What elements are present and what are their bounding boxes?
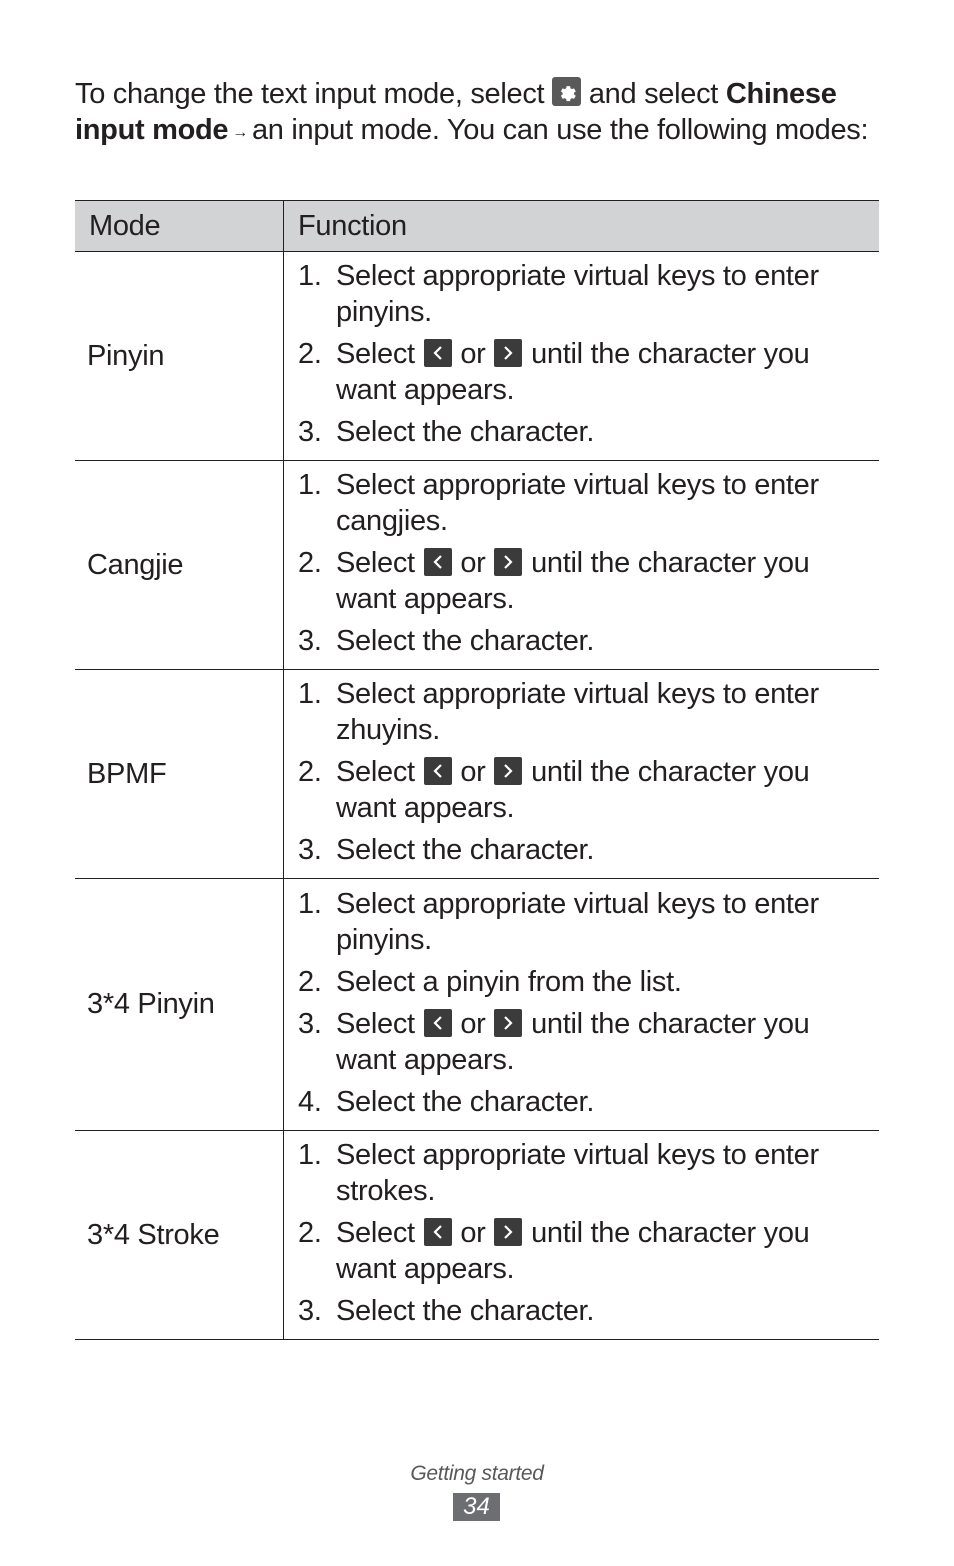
list-item: 2. Select or until the character you want appears. — [298, 338, 810, 406]
steps-list — [298, 886, 869, 1120]
list-item: 2. Select or until the character you want appears. — [298, 547, 810, 615]
chevron-right-icon — [494, 757, 522, 785]
chevron-left-icon — [424, 1218, 452, 1246]
list-item: 3. Select or until the character you want appears. — [298, 1007, 810, 1076]
list-item: 1. Select appropriate virtual keys to enter cangjies. — [298, 469, 819, 537]
list-item: 3. Select the character. — [298, 416, 595, 448]
list-item: 3. Select the character. — [298, 625, 595, 657]
chevron-right-icon — [494, 339, 522, 367]
function-cell — [284, 670, 880, 879]
chevron-right-icon — [494, 1218, 522, 1246]
list-item: 3. Select the character. — [298, 1295, 595, 1327]
list-item: 2. Select a pinyin from the list. — [298, 965, 682, 998]
table-header-row — [75, 201, 879, 252]
mode-name: Pinyin — [75, 252, 284, 461]
header-mode: Mode — [75, 201, 284, 252]
chevron-right-icon — [494, 548, 522, 576]
header-function: Function — [284, 201, 880, 252]
mode-name: Cangjie — [75, 461, 284, 670]
list-item: 1. Select appropriate virtual keys to enter zhuyins. — [298, 678, 819, 746]
list-item: 4. Select the character. — [298, 1085, 595, 1118]
function-cell — [284, 252, 880, 461]
chevron-left-icon — [424, 548, 452, 576]
function-cell — [284, 879, 880, 1131]
list-item: 1. Select appropriate virtual keys to enter strokes. — [298, 1139, 819, 1207]
intro-text-2: and select — [588, 78, 719, 110]
steps-list — [298, 1137, 869, 1329]
intro-text-1: To change the text input mode, select — [75, 78, 545, 110]
list-item: 2. Select or until the character you want appears. — [298, 1217, 810, 1285]
intro-arrow: → — [232, 124, 248, 141]
chevron-left-icon — [424, 1009, 452, 1037]
mode-name: 3*4 Pinyin — [75, 879, 284, 1131]
input-modes-table — [75, 200, 879, 1340]
list-item: 3. Select the character. — [298, 834, 595, 866]
list-item: 1. Select appropriate virtual keys to enter pinyins. — [298, 887, 819, 956]
chevron-right-icon — [494, 1009, 522, 1037]
settings-gear-icon — [552, 77, 581, 106]
page-number: 34 — [453, 1493, 500, 1521]
table-row — [75, 461, 879, 670]
list-item: 1. Select appropriate virtual keys to enter pinyins. — [298, 260, 819, 328]
table-row — [75, 879, 879, 1131]
table-row — [75, 1131, 879, 1340]
chevron-left-icon — [424, 757, 452, 785]
list-item: 2. Select or until the character you want appears. — [298, 756, 810, 824]
footer-section-label: Getting started — [410, 1462, 544, 1485]
intro-bold-option: Chinese input mode — [75, 78, 837, 146]
mode-name: 3*4 Stroke — [75, 1131, 284, 1340]
steps-list — [298, 467, 869, 659]
intro-paragraph — [75, 76, 875, 151]
table-row — [75, 252, 879, 461]
table-row — [75, 670, 879, 879]
function-cell — [284, 461, 880, 670]
mode-name: BPMF — [75, 670, 284, 879]
chevron-left-icon — [424, 339, 452, 367]
steps-list — [298, 258, 869, 450]
function-cell — [284, 1131, 880, 1340]
steps-list — [298, 676, 869, 868]
intro-text-3: an input mode. You can use the following modes: — [251, 114, 869, 146]
